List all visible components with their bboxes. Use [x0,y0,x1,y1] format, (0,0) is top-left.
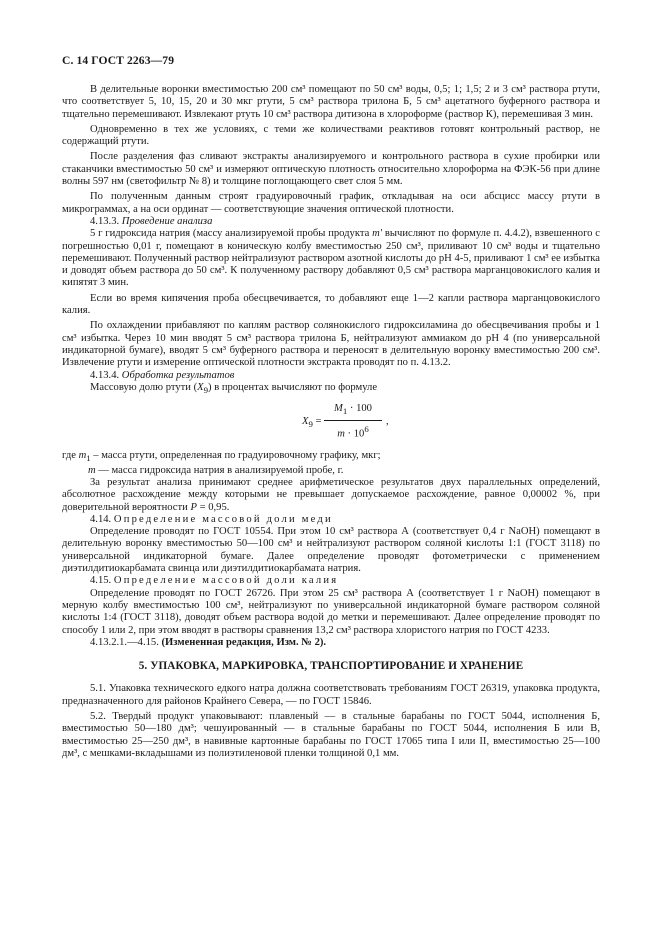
paragraph-cooling-procedure: По охлаждении прибавляют по каплям раствор солянокислого гидроксиламина до обесцвечивания пробы и 1 см³ избытка. Через 10 мин вводят 5 см³ раствора трилона Б, нейтрализуют аммиаком до рН 4 (по универсальной индикаторной бумаге), вводят 5 см³ буферного раствора и переносят в делительную воронку вместимостью 200 см³. Извлечение ртути и измерение оптической плотности экстракта проводят по п. 4.13.2. [62,320,600,369]
paragraph-formula-intro [62,382,600,396]
paragraph-control-solution: Одновременно в тех же условиях, с теми же количествами реактивов готовят контрольный раствор, не содержащий ртути. [62,123,600,148]
formula-where-m: m — масса гидроксида натрия в анализируемой пробе, г. [88,464,344,476]
paragraph-potassium-determination: Определение проводят по ГОСТ 26726. При этом 25 см³ раствора А (соответствует 1 г NaOH) помещают в мерную колбу вместимостью 100 см³, нейтрализуют по универсальной индикаторной бумаге раствором соляной кислоты 1:4 (ГОСТ 3118), доводят объем раствора водой до метки и перемешивают. Далее определение проводят по способу 1 или 2, при этом вводят в растворы сравнения 13,2 см³ раствора хлористого натрия по ГОСТ 4233. [62,587,600,636]
paragraph-revision-note: 4.13.2.1.—4.15. (Измененная редакция, Изм. № 2). [90,636,327,648]
section-5-heading: 5. УПАКОВКА, МАРКИРОВКА, ТРАНСПОРТИРОВАНИЕ И ХРАНЕНИЕ [138,660,524,673]
text-run: 5 г гидроксида натрия (массу анализируемой пробы продукта [90,228,373,240]
subsection-title: Обработка результатов [121,369,235,381]
text-run: Массовую долю ртути ( [90,381,198,393]
subsection-number: 4.15. [90,575,112,587]
subsection-title: Определение массовой доли калия [113,575,339,587]
paragraph-5-1: 5.1. Упаковка технического едкого натра должна соответствовать требованиям ГОСТ 26319, упаковка продукта, предназначенного для районов Крайнего Севера, — по ГОСТ 15846. [62,683,600,707]
subsection-title: Проведение анализа [121,215,213,227]
page-header: С. 14 ГОСТ 2263—79 [62,54,175,67]
paragraph-calibration-setup: В делительные воронки вместимостью 200 см³ помещают по 50 см³ воды, 0,5; 1; 1,5; 2 и 3 см³ раствора ртути, что соответствует 5, 10, 15, 20 и 30 мкг ртути, 5 см³ раствора трилона Б, 5 см³ ацетатного буферного раствора и тщательно перемешивают. Извлекают ртуть 10 см³ раствора дитизона в хлороформе (раствор К), перемешивая 3 мин. [62,84,600,120]
text-run: вычисляют по формуле п. 4.4.2), взвешенного с погрешностью 0,01 г, помещают в коническую колбу вместимостью 250 см³, приливают 10 см³ воды и тщательно перемешивают. Полученный раствор нейтрализуют раствором азотной кислоты до рН 4-5, приливают 1 см³ ее избытка и доводят объем раствора до 50 см³. К полученному раствору добавляют 0,5 см³ раствора марганцовокислого калия и кипятят 3 мин. [62,228,600,289]
paragraph-phase-separation: После разделения фаз сливают экстракты анализируемого и контрольного раствора в сухие пробирки или стаканчики вместимостью 50 см³ и измеряют оптическую плотность относительно хлороформа на ФЭК-56 при длине волны 597 нм (светофильтр № 8) и толщине поглощающего свет слоя 5 мм. [62,151,600,188]
subsection-4-13-3 [62,216,600,228]
subsection-number: 4.14. [90,513,112,525]
math-var: m' [372,228,383,240]
math-var: X [197,381,204,393]
formula-numerator: $M_1 \cdot 100$ [324,403,382,420]
subsection-4-14 [62,514,600,526]
document-body [62,84,600,760]
subsection-number: 4.13.4. [90,369,120,381]
formula-where-m1: где $m_1$ – масса ртути, определенная по градуировочному графику, мкг; [62,450,381,464]
paragraph-result-acceptance: За результат анализа принимают среднее арифметическое результатов двух параллельных определений, абсолютное расхождение между которыми не превышает допускаемое расхождение, равное 0,00002 %, при доверительной вероятности P = 0,95. [62,476,600,513]
formula-denominator: $m \cdot 10^6$ [337,423,369,440]
math-sub: 9 [203,384,209,395]
paragraph-calibration-graph: По полученным данным строят градуировочный график, откладывая на оси абсцисс массу ртути в микрограммах, а на оси ординат — соответствующие значения оптической плотности. [62,191,600,215]
formula-tail: , [386,416,389,428]
formula-lhs: $X_9$ = [302,416,322,430]
paragraph-analysis-procedure [62,228,600,289]
mercury-formula [62,402,600,446]
paragraph-copper-determination: Определение проводят по ГОСТ 10554. При этом 10 см³ раствора А (соответствует 0,4 г NaOH) помещают в делительную воронку вместимостью 50—100 см³ и нейтрализуют раствором соляной кислоты 1:1 (ГОСТ 3118) по универсальной индикаторной бумаге. Далее определение проводят фотометрически с применением диэтилдитиокарбамата свинца или диэтилдитиокарбамата натрия. [62,526,600,575]
formula-fraction [324,403,382,440]
text-run: ) в процентах вычисляют по формуле [208,381,378,393]
paragraph-boiling-decolorization: Если во время кипячения проба обесцвечивается, то добавляют еще 1—2 капли раствора марганцовокислого калия. [62,292,600,317]
subsection-number: 4.13.3. [90,215,120,227]
paragraph-5-2: 5.2. Твердый продукт упаковывают: плавленый — в стальные барабаны по ГОСТ 5044, исполнения Б, вместимостью 50—180 дм³; чешуированный — в стальные барабаны по ГОСТ 5044, исполнения Б или В, вместимостью 25—250 дм³, в навивные картонные барабаны по ГОСТ 17065 типа I или II, вместимостью 25—100 дм³, с мешками-вкладышами из полиэтиленовой пленки толщиной 0,1 мм. [62,710,600,759]
subsection-title: Определение массовой доли меди [113,513,333,525]
subsection-4-15 [62,575,600,587]
subsection-4-13-4 [62,370,600,382]
